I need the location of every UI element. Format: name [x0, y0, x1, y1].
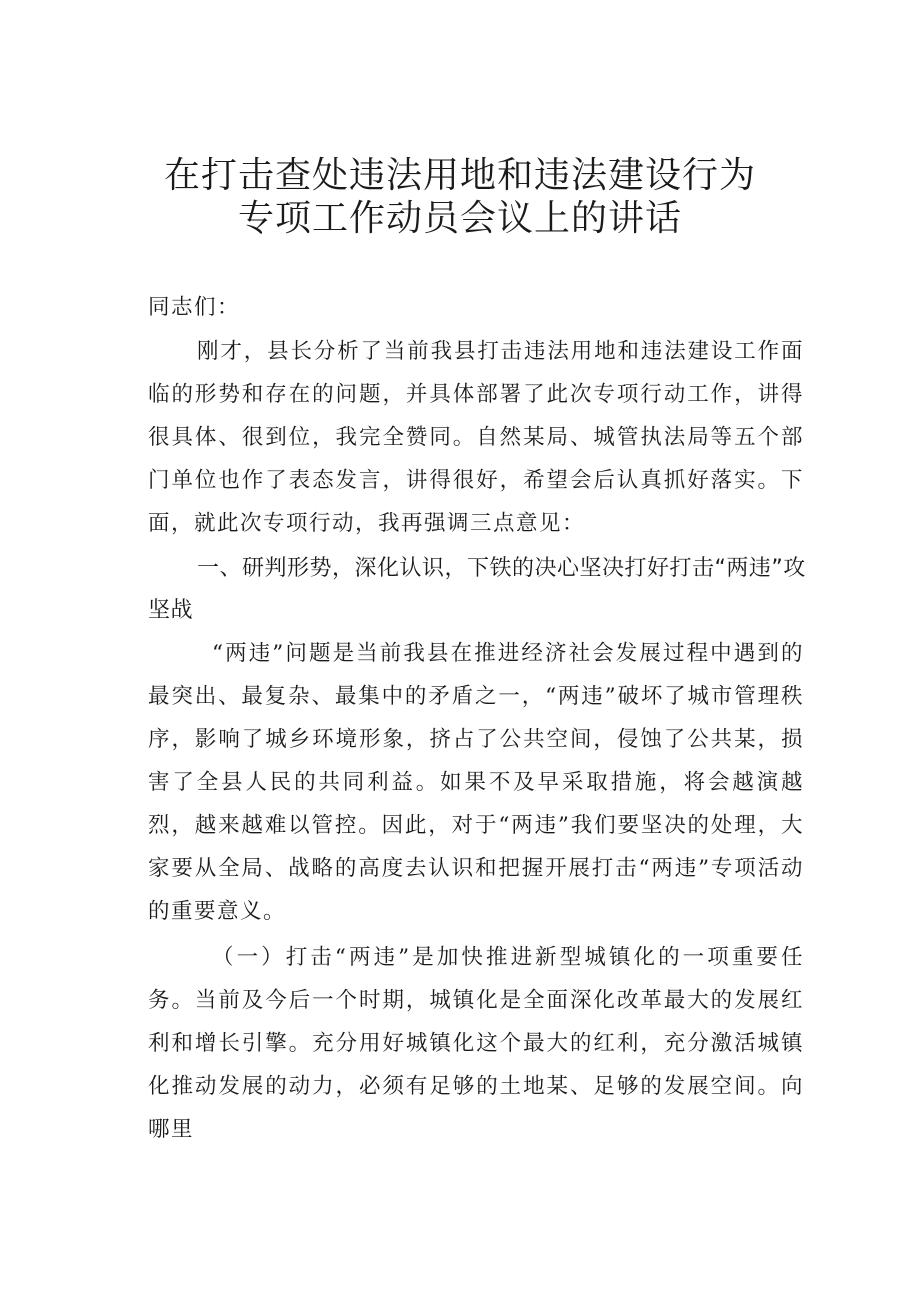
- document-title-line-1: 在打击查处违法用地和违法建设行为: [163, 155, 756, 196]
- section-heading-1: 一、研判形势，深化认识，下铁的决心坚决打好打击“两违”攻坚战: [148, 556, 806, 623]
- salutation: 同志们：: [148, 295, 241, 320]
- paragraph-subpoint-1: （一）打击“两违”是加快推进新型城镇化的一项重要任务。当前及今后一个时期，城镇化是全面深化改革最大的发展红利和增长引擎。充分用好城镇化这个最大的红利，充分激活城镇化推动发展的动力，必须有足够的土地某、足够的发展空间。向哪里: [148, 945, 804, 1142]
- paragraph-two-violations: “两违”问题是当前我县在推进经济社会发展过程中遇到的最突出、最复杂、最集中的矛盾之一，“两违”破坏了城市管理秩序，影响了城乡环境形象，挤占了公共空间，侵蚀了公共某，损害了全县人民的共同利益。如果不及早采取措施，将会越演越烈，越来越难以管控。因此，对于“两违”我们要坚决的处理，大家要从全局、战略的高度去认识和把握开展打击“两违”专项活动的重要意义。: [148, 641, 804, 924]
- document-title-line-2: 专项工作动员会议上的讲话: [237, 198, 682, 239]
- paragraph-intro: 刚才，县长分析了当前我县打击违法用地和违法建设工作面临的形势和存在的问题，并具体部署了此次专项行动工作，讲得很具体、很到位，我完全赞同。自然某局、城管执法局等五个部门单位也作了表态发言，讲得很好，希望会后认真抓好落实。下面，就此次专项行动，我再强调三点意见：: [148, 339, 804, 536]
